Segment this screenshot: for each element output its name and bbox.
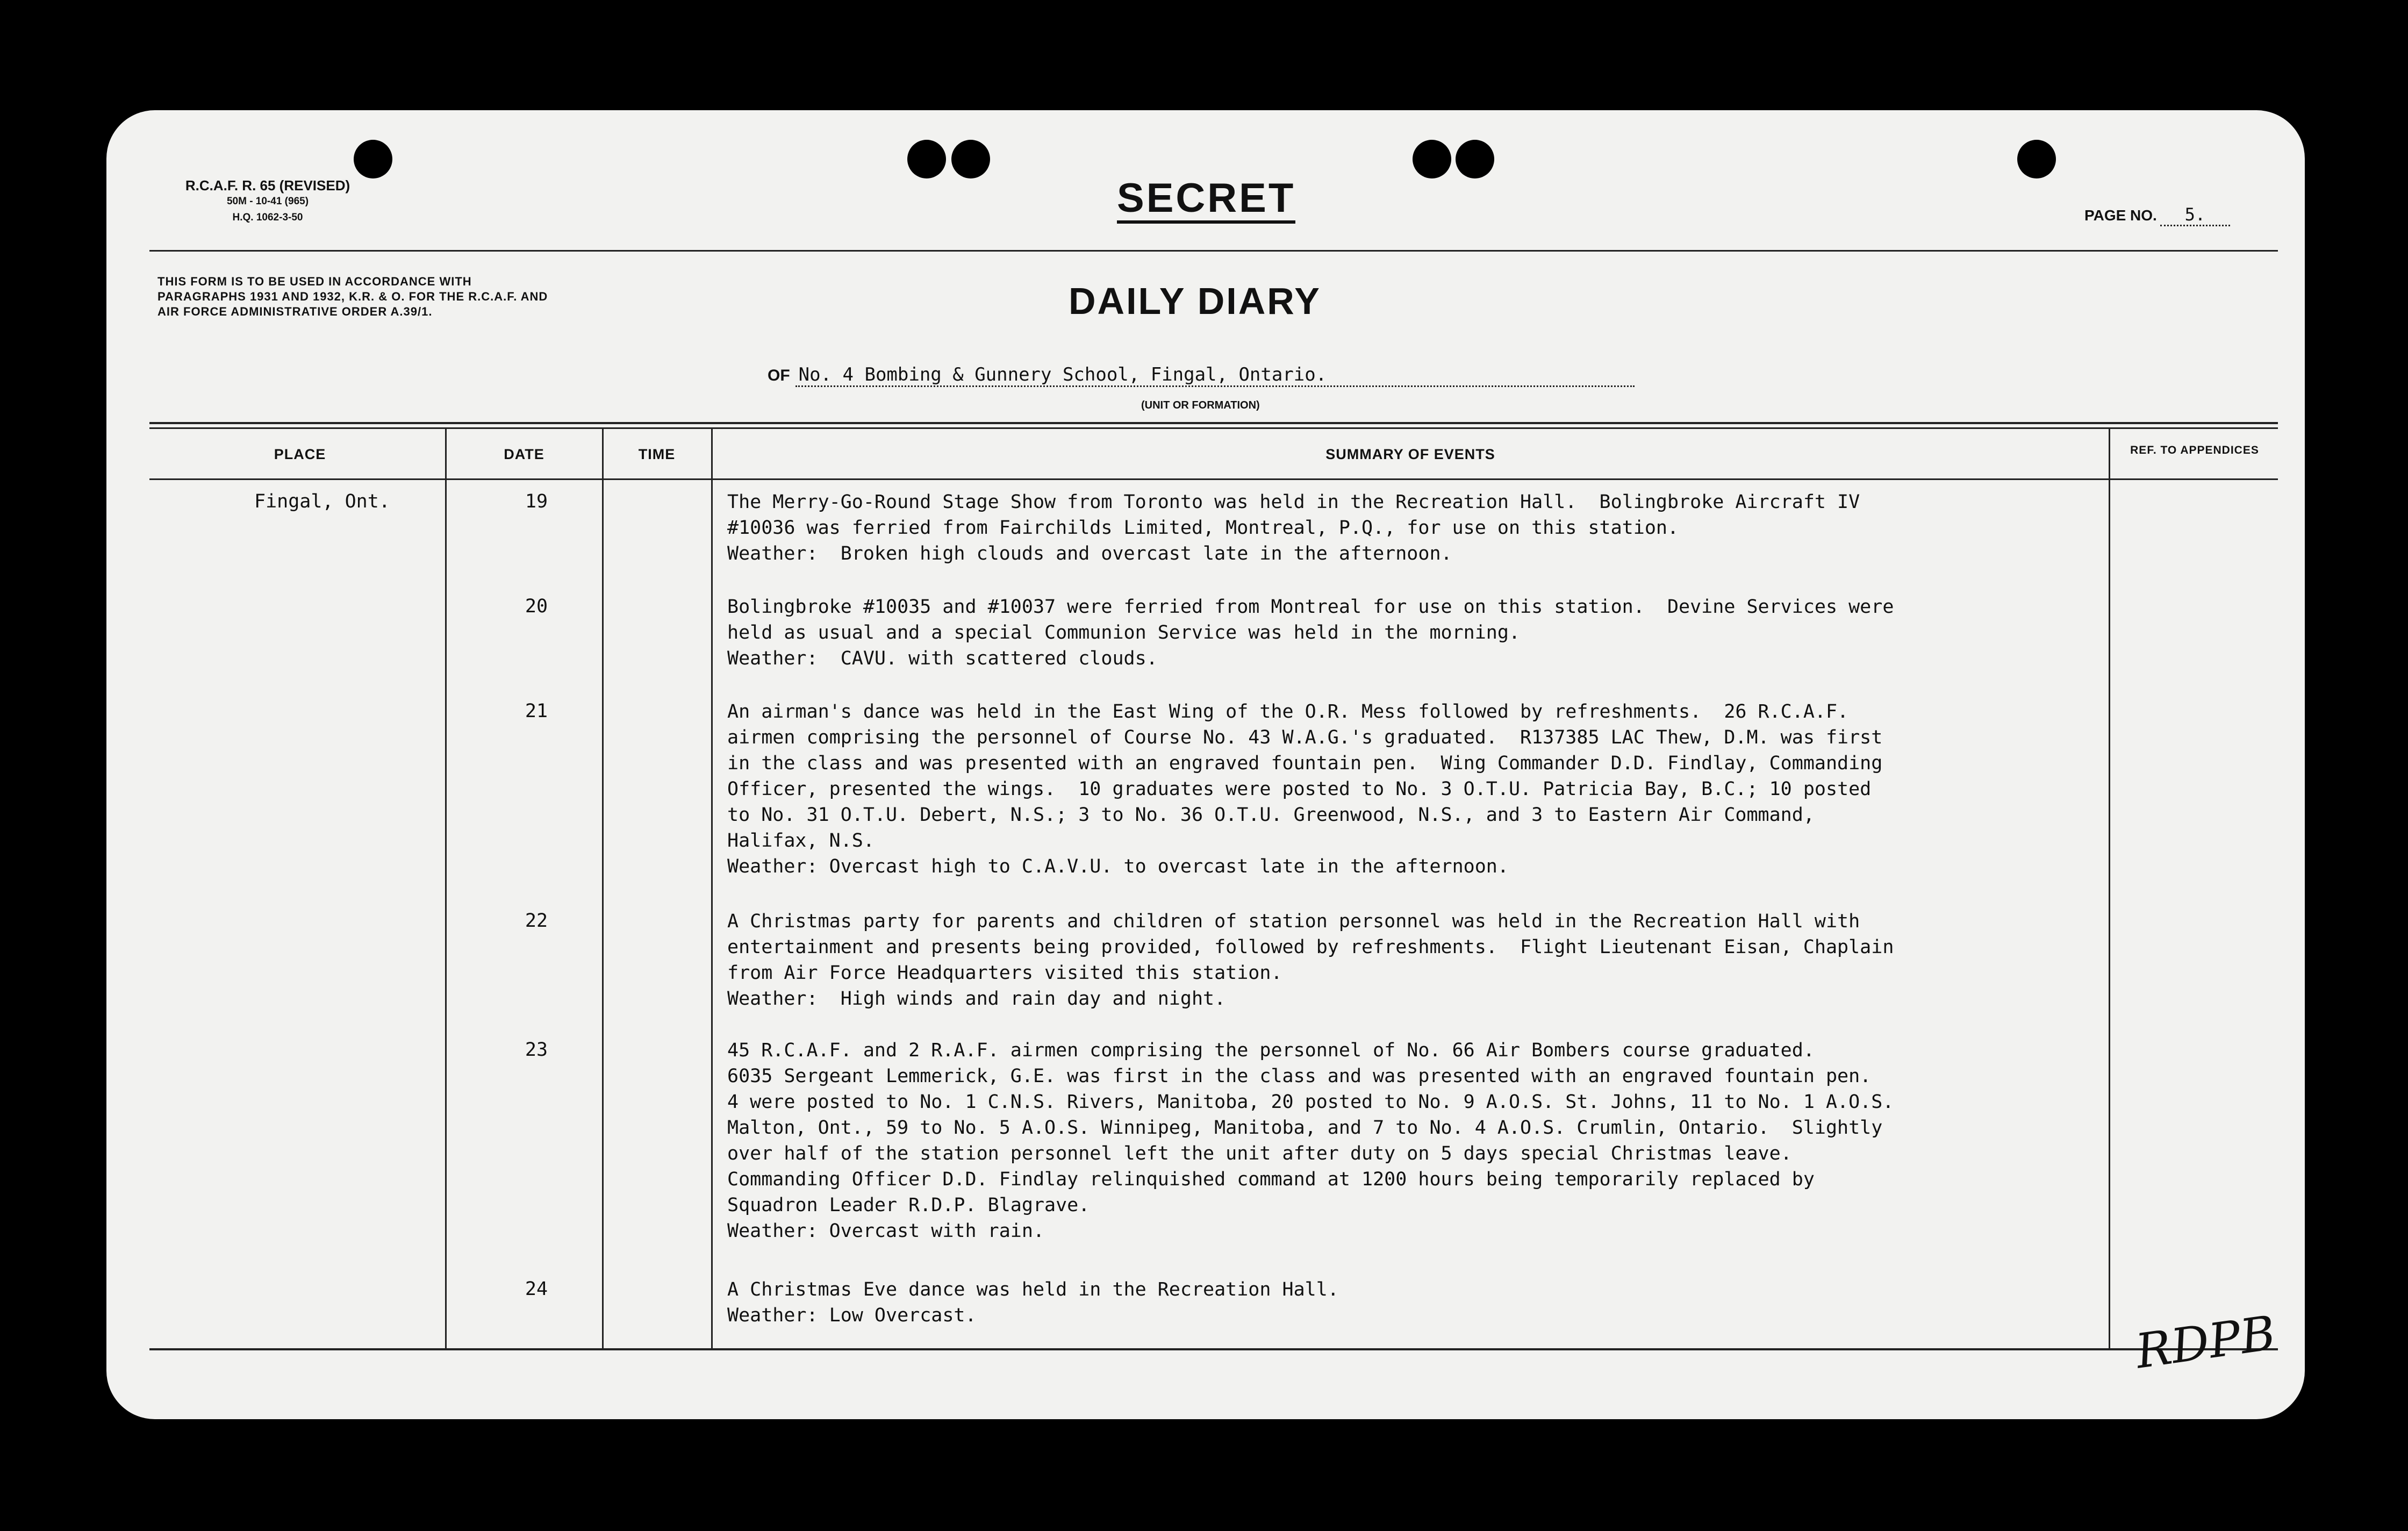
summary-line: Bolingbroke #10035 and #10037 were ferried from Montreal for use on this station. Devine Services were <box>727 596 1894 618</box>
punch-hole <box>2017 140 2056 178</box>
form-identifier <box>155 177 381 226</box>
unit-name: No. 4 Bombing & Gunnery School, Fingal, Ontario. <box>796 364 1635 387</box>
summary-line: entertainment and presents being provided, followed by refreshments. Flight Lieutenant Eisan, Chaplain <box>727 936 1894 958</box>
entry-summary <box>727 908 2109 1012</box>
summary-line: Squadron Leader R.D.P. Blagrave. <box>727 1194 1090 1216</box>
page-number-label: PAGE NO. <box>2084 207 2157 224</box>
summary-line: 6035 Sergeant Lemmerick, G.E. was first in the class and was presented with an engraved fountain pen. <box>727 1065 1872 1087</box>
unit-caption: (UNIT OR FORMATION) <box>1141 399 1260 411</box>
summary-line: over half of the station personnel left the unit after duty on 5 days special Christmas leave. <box>727 1143 1792 1164</box>
of-label: OF <box>768 367 790 384</box>
column-header-time: TIME <box>638 446 676 462</box>
summary-line: Weather: CAVU. with scattered clouds. <box>727 648 1158 669</box>
punch-hole <box>1456 140 1494 178</box>
punch-hole <box>354 140 392 178</box>
entry-summary <box>727 489 2109 567</box>
table-header-rule <box>149 478 2278 480</box>
form-usage-note: THIS FORM IS TO BE USED IN ACCORDANCE WITH PARAGRAPHS 1931 AND 1932, K.R. & O. FOR THE R.C.A.F. AND AIR FORCE ADMINISTRATIVE ORDER A.39/1. <box>157 275 548 318</box>
column-divider <box>602 428 604 1348</box>
column-header-date: DATE <box>504 446 544 462</box>
table-bottom-rule <box>149 1348 2278 1350</box>
summary-line: A Christmas Eve dance was held in the Recreation Hall. <box>727 1279 1339 1300</box>
column-divider <box>445 428 447 1348</box>
summary-line: #10036 was ferried from Fairchilds Limited, Montreal, P.Q., for use on this station. <box>727 517 1679 539</box>
entry-date: 20 <box>525 596 548 617</box>
entry-summary <box>727 1277 2109 1328</box>
summary-line: Commanding Officer D.D. Findlay relinquished command at 1200 hours being temporarily replaced by <box>727 1169 1815 1190</box>
entry-date: 19 <box>525 491 548 512</box>
entry-date: 22 <box>525 910 548 932</box>
page-number-value: 5. <box>2160 204 2230 226</box>
form-number: R.C.A.F. R. 65 (REVISED) <box>185 177 350 194</box>
page-number-field <box>2084 204 2230 226</box>
summary-line: airmen comprising the personnel of Course No. 43 W.A.G.'s graduated. R137385 LAC Thew, D.M. was first <box>727 727 1883 748</box>
summary-line: A Christmas party for parents and children of station personnel was held in the Recreation Hall with <box>727 911 1860 932</box>
summary-line: Halifax, N.S. <box>727 830 875 852</box>
place-value: Fingal, Ont. <box>254 491 390 512</box>
column-header-summary: SUMMARY OF EVENTS <box>1325 446 1495 462</box>
print-code: 50M - 10-41 (965) <box>226 196 309 207</box>
entry-date: 23 <box>525 1039 548 1061</box>
column-divider <box>2109 428 2110 1348</box>
punch-hole <box>951 140 990 178</box>
handwritten-initials: RDPB <box>2132 1305 2279 1379</box>
summary-line: in the class and was presented with an engraved fountain pen. Wing Commander D.D. Findlay, Commanding <box>727 753 1883 774</box>
summary-line: Weather: Broken high clouds and overcast late in the afternoon. <box>727 543 1452 564</box>
summary-line: Weather: Low Overcast. <box>727 1305 977 1326</box>
diary-card <box>106 110 2305 1419</box>
column-header-place: PLACE <box>274 446 326 462</box>
summary-line: Weather: High winds and rain day and night. <box>727 988 1226 1010</box>
summary-line: 4 were posted to No. 1 C.N.S. Rivers, Manitoba, 20 posted to No. 9 A.O.S. St. Johns, 11 to No. 1 A.O.S. <box>727 1091 1894 1113</box>
classification-label: SECRET <box>1117 177 1295 224</box>
summary-line: An airman's dance was held in the East Wing of the O.R. Mess followed by refreshments. 26 R.C.A.F. <box>727 701 1849 722</box>
page-title: DAILY DIARY <box>1069 280 1321 322</box>
hq-code: H.Q. 1062-3-50 <box>232 212 303 223</box>
summary-line: The Merry-Go-Round Stage Show from Toronto was held in the Recreation Hall. Bolingbroke Aircraft IV <box>727 491 1860 513</box>
table-top-rule <box>149 422 2278 424</box>
entry-date: 24 <box>525 1278 548 1300</box>
entry-summary <box>727 1038 2109 1244</box>
table-top-rule <box>149 427 2278 429</box>
summary-line: to No. 31 O.T.U. Debert, N.S.; 3 to No. 36 O.T.U. Greenwood, N.S., and 3 to Eastern Air Command, <box>727 804 1815 826</box>
punch-hole <box>907 140 946 178</box>
summary-line: from Air Force Headquarters visited this station. <box>727 962 1282 984</box>
summary-line: Officer, presented the wings. 10 graduates were posted to No. 3 O.T.U. Patricia Bay, B.C.; 10 posted <box>727 778 1872 800</box>
header-divider <box>149 250 2278 252</box>
punch-hole <box>1413 140 1451 178</box>
entry-date: 21 <box>525 700 548 722</box>
column-header-appendices: REF. TO APPENDICES <box>2130 444 2259 456</box>
summary-line: Weather: Overcast with rain. <box>727 1220 1045 1242</box>
summary-line: Weather: Overcast high to C.A.V.U. to overcast late in the afternoon. <box>727 856 1509 877</box>
summary-line: Malton, Ont., 59 to No. 5 A.O.S. Winnipeg, Manitoba, and 7 to No. 4 A.O.S. Crumlin, Ontario. Slightly <box>727 1117 1883 1139</box>
summary-line: held as usual and a special Communion Service was held in the morning. <box>727 622 1521 643</box>
unit-field <box>768 364 1635 387</box>
summary-line: 45 R.C.A.F. and 2 R.A.F. airmen comprising the personnel of No. 66 Air Bombers course graduated. <box>727 1040 1815 1061</box>
entry-summary <box>727 594 2109 671</box>
column-divider <box>711 428 713 1348</box>
entry-summary <box>727 699 2109 879</box>
